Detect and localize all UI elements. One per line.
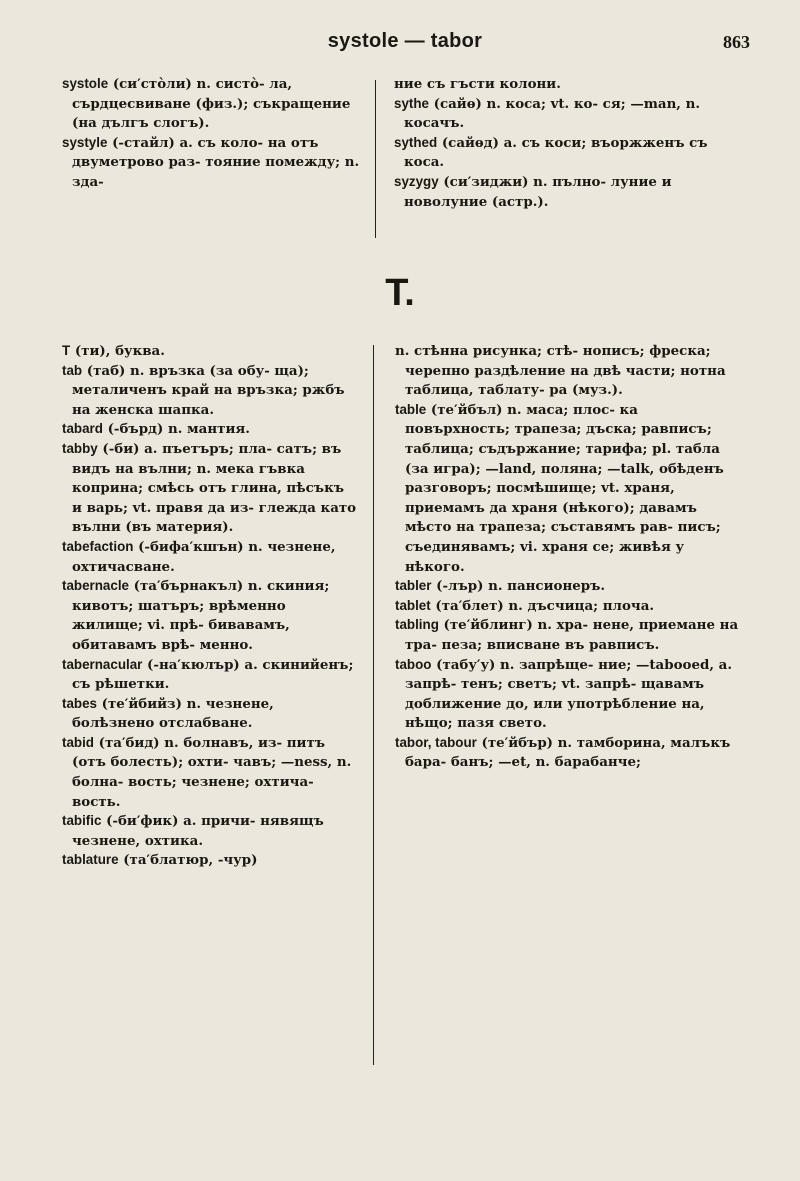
column-divider-top — [375, 80, 376, 238]
entry-definition: (-стайл) a. съ коло- на отъ двуметрово раз- тояние помежду; n. зда- — [72, 134, 360, 190]
entry-definition: (-лър) n. пансионеръ. — [431, 578, 606, 595]
entry-headword: tabes — [62, 695, 97, 711]
dictionary-entry — [394, 75, 744, 95]
entry-headword: tabefaction — [62, 538, 134, 554]
entry-definition: (те′йбъл) n. маса; плос- ка повърхность; трапеза; дъска; равписъ; таблица; съдържание; тарифа; pl. табла (за игра); —land, поляна; —talk, обѣденъ разговоръ; посмѣшище; vt. храня, приемамъ да храня (нѣкого); давамъ мѣсто на трапеза; съставямъ рав- писъ; съединявамъ; vi. храня се; живѣя у нѣкого. — [405, 401, 724, 575]
column-divider-bottom — [373, 345, 374, 1065]
page-number: 863 — [723, 32, 750, 52]
entry-definition: (те′йбийз) n. чезнене, болѣзнено отслабване. — [72, 695, 274, 732]
entry-headword: tabernacle — [62, 578, 129, 594]
dictionary-entry — [395, 597, 745, 617]
entry-headword: taboo — [395, 656, 432, 672]
entry-definition: (те′йбър) n. тамборина, малъкъ бара- банъ; —et, n. барабанче; — [405, 734, 731, 771]
entry-headword: tabler — [395, 578, 432, 594]
entry-definition: (си′зиджи) n. пълно- луние и новолуние (астр.). — [404, 173, 672, 210]
dictionary-entry — [394, 95, 744, 134]
entry-headword: T — [62, 343, 71, 358]
dictionary-entry — [62, 538, 358, 577]
entry-definition: (си′стòли) n. систò- ла, сърдцесвиване (физ.); съкращение (на дългъ слогъ). — [72, 76, 351, 132]
entry-definition: (табу′у) n. запрѣще- ние; —tabooed, a. запрѣ- тенъ; светъ; vt. запрѣ- щавамъ доближение до, или употрѣбление на, нѣщо; пазя свето. — [405, 656, 732, 732]
dictionary-entry — [395, 401, 745, 577]
running-title: systole — tabor — [327, 30, 483, 52]
entry-headword: table — [395, 401, 427, 417]
entry-headword: sythe — [394, 95, 429, 111]
entry-definition: (таб) n. връзка (за обу- ща); металиченъ край на връзка; ржбъ на женска шапка. — [72, 362, 345, 418]
dictionary-entry — [395, 342, 745, 401]
entry-headword: tablet — [395, 597, 431, 613]
entry-definition: (ти), буква. — [70, 343, 165, 359]
bottom-right-column — [395, 342, 745, 773]
dictionary-entry — [395, 656, 745, 734]
dictionary-entry — [62, 134, 362, 193]
entry-headword: tabid — [62, 734, 94, 750]
dictionary-entry — [62, 695, 358, 734]
entry-headword: systyle — [62, 134, 108, 150]
entry-definition: (сайѳд) a. съ коси; въоржженъ съ коса. — [404, 134, 708, 171]
entry-headword: tabific — [62, 813, 102, 829]
dictionary-entry — [394, 134, 744, 173]
entry-definition: ние съ гъсти колони. — [394, 76, 561, 92]
entry-headword: tabernacular — [62, 656, 143, 672]
top-right-column — [394, 75, 744, 212]
entry-definition: (-би′фик) a. причи- нявящъ чезнене, охтика. — [72, 813, 324, 849]
entry-definition: (те′йблинг) n. хра- нене, приемане на тра- пеза; вписване въ равписъ. — [405, 617, 739, 653]
dictionary-entry — [62, 734, 358, 812]
dictionary-entry — [62, 362, 358, 421]
dictionary-entry — [395, 734, 745, 773]
entry-definition: (та′блатюр, -чур) — [118, 852, 258, 869]
entry-definition: (-на′кюлър) a. скинийенъ; съ рѣшетки. — [72, 656, 354, 693]
entry-definition: (-би) a. пъетъръ; пла- сатъ; въ видъ на вълни; n. мека гъвка коприна; смѣсь отъ глина, пѣсъкъ и варь; vt. правя да из- глежда като вълни (въ материя). — [72, 440, 357, 536]
dictionary-entry — [62, 420, 358, 440]
entry-headword: tabling — [395, 617, 439, 633]
entry-headword: tabby — [62, 440, 98, 456]
entry-definition: (-бърд) n. мантия. — [102, 421, 250, 438]
dictionary-entry — [395, 577, 745, 597]
dictionary-entry — [62, 440, 358, 538]
section-letter: T. — [385, 272, 415, 314]
entry-headword: tabor, tabour — [395, 734, 477, 750]
dictionary-entry — [62, 75, 362, 134]
dictionary-entry — [62, 851, 358, 871]
dictionary-entry — [62, 577, 358, 655]
top-left-column — [62, 75, 362, 193]
entry-headword: syzygy — [394, 173, 439, 189]
page-header — [60, 30, 750, 70]
entry-headword: tab — [62, 362, 83, 378]
dictionary-entry — [394, 173, 744, 212]
entry-definition: (та′бид) n. болнавъ, из- питъ (отъ болесть); охти- чавъ; —ness, n. болна- вость; чезнене; охтича- вость. — [72, 734, 352, 810]
entry-headword: systole — [62, 76, 109, 91]
dictionary-entry — [62, 342, 358, 362]
entry-headword: tabard — [62, 421, 103, 437]
entry-definition: (-бифа′кшън) n. чезнене, охтичасване. — [72, 538, 336, 575]
dictionary-entry — [62, 812, 358, 851]
entry-definition: n. стѣнна рисунка; стѣ- нописъ; фреска; черепно раздѣление на двѣ части; нотна таблица, таблату- ра (муз.). — [395, 343, 726, 399]
dictionary-entry — [62, 656, 358, 695]
entry-definition: (сайѳ) n. коса; vt. ко- ся; —man, n. косачъ. — [404, 95, 701, 132]
entry-definition: (та′бърнакъл) n. скиния; кивотъ; шатъръ; врѣменно жилище; vi. прѣ- бивавамъ, обитавамъ врѣ- менно. — [72, 578, 330, 653]
dictionary-entry — [395, 616, 745, 655]
entry-definition: (та′блет) n. дъсчица; плоча. — [430, 597, 655, 614]
entry-headword: tablature — [62, 852, 119, 868]
entry-headword: sythed — [394, 134, 438, 150]
bottom-left-column — [62, 342, 358, 871]
